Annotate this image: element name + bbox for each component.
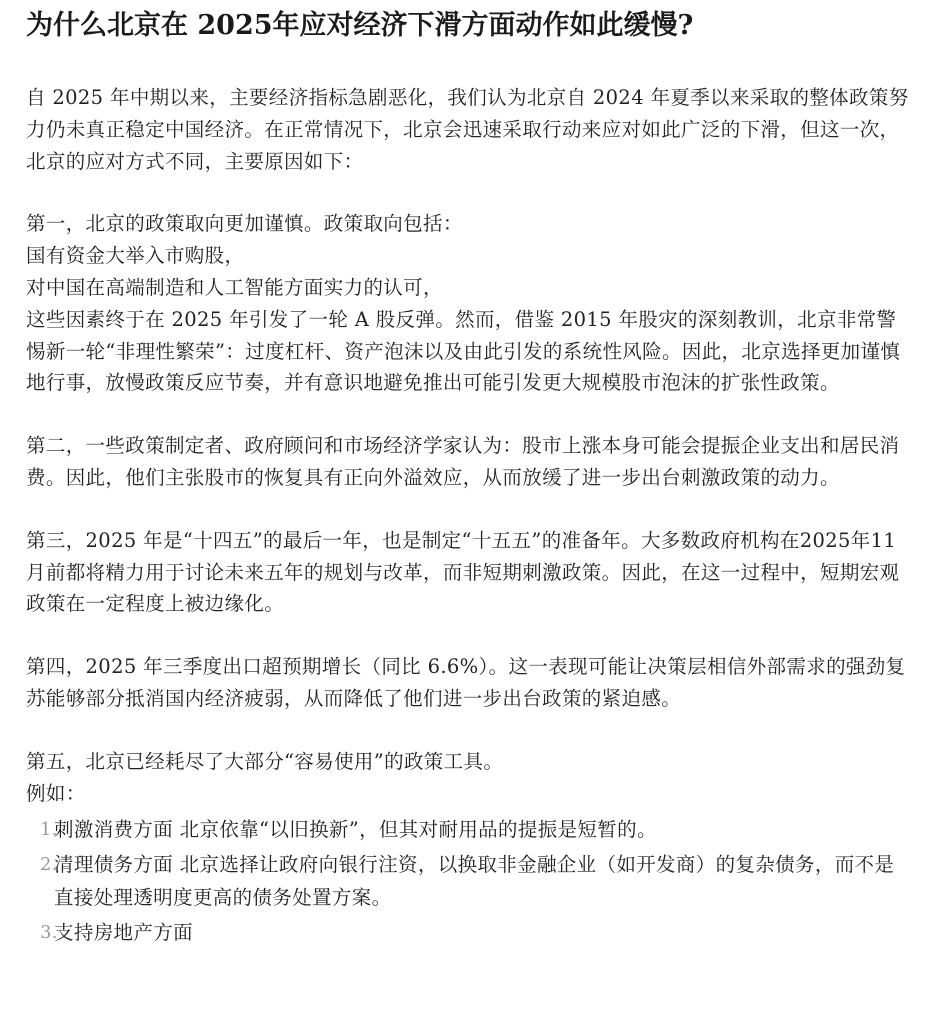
list-item-number: 2. bbox=[40, 854, 58, 876]
list-item bbox=[26, 813, 914, 846]
list-item-number: 1. bbox=[40, 819, 58, 841]
spacer bbox=[26, 620, 914, 651]
list-item-text: 支持房地产方面 bbox=[54, 921, 193, 945]
point-one-line-2: 对中国在高端制造和人工智能方面实力的认可， bbox=[26, 275, 443, 299]
list-item-number: 3. bbox=[40, 922, 58, 944]
list-item bbox=[26, 848, 914, 914]
point-one-body: 这些因素终于在 2025 年引发了一轮 A 股反弹。然而，借鉴 2015 年股灾的深刻教训，北京非常警惕新一轮“非理性繁荣”：过度杠杆、资产泡沫以及由此引发的系统性风险。因此，北京选择更加谨慎地行事，放慢政策反应节奏，并有意识地避免推出可能引发更大规模股市泡沫的扩张性政策。 bbox=[26, 307, 901, 395]
point-two-paragraph: 第二，一些政策制定者、政府顾问和市场经济学家认为：股市上涨本身可能会提振企业支出和居民消费。因此，他们主张股市的恢复具有正向外溢效应，从而放缓了进一步出台刺激政策的动力。 bbox=[26, 434, 900, 489]
point-one-line-1: 国有资金大举入市购股， bbox=[26, 244, 245, 268]
point-three-paragraph: 第三，2025 年是“十四五”的最后一年，也是制定“十五五”的准备年。大多数政府机构在2025年11月前都将精力用于讨论未来五年的规划与改革，而非短期刺激政策。因此，在这一过程中，短期宏观政策在一定程度上被边缘化。 bbox=[26, 528, 900, 616]
example-label: 例如： bbox=[26, 781, 86, 805]
point-four-paragraph: 第四，2025 年三季度出口超预期增长（同比 6.6%）。这一表现可能让决策层相信外部需求的强劲复苏能够部分抵消国内经济疲弱，从而降低了他们进一步出台政策的紧迫感。 bbox=[26, 655, 906, 710]
spacer bbox=[26, 715, 914, 746]
list-item bbox=[26, 916, 914, 949]
spacer bbox=[26, 494, 914, 525]
point-five-section bbox=[26, 746, 914, 950]
article-title: 为什么北京在 2025年应对经济下滑方面动作如此缓慢? bbox=[26, 10, 694, 41]
point-one-section bbox=[26, 208, 914, 399]
intro-paragraph: 自 2025 年中期以来，主要经济指标急剧恶化，我们认为北京自 2024 年夏季以来采取的整体政策努力仍未真正稳定中国经济。在正常情况下，北京会迅速采取行动来应对如此广泛的下滑，但这一次，北京的应对方式不同，主要原因如下： bbox=[26, 86, 909, 173]
spacer bbox=[26, 177, 914, 208]
point-five-heading: 第五，北京已经耗尽了大部分“容易使用”的政策工具。 bbox=[26, 749, 504, 773]
list-item-text: 清理债务方面 北京选择让政府向银行注资，以换取非金融企业（如开发商）的复杂债务，而不是直接处理透明度更高的债务处置方案。 bbox=[54, 853, 895, 910]
policy-tools-list bbox=[26, 813, 914, 949]
list-item-text: 刺激消费方面 北京依靠“以旧换新”，但其对耐用品的提振是短暂的。 bbox=[54, 818, 657, 842]
spacer bbox=[26, 50, 914, 82]
point-one-heading: 第一，北京的政策取向更加谨慎。政策取向包括： bbox=[26, 212, 463, 236]
spacer bbox=[26, 399, 914, 430]
